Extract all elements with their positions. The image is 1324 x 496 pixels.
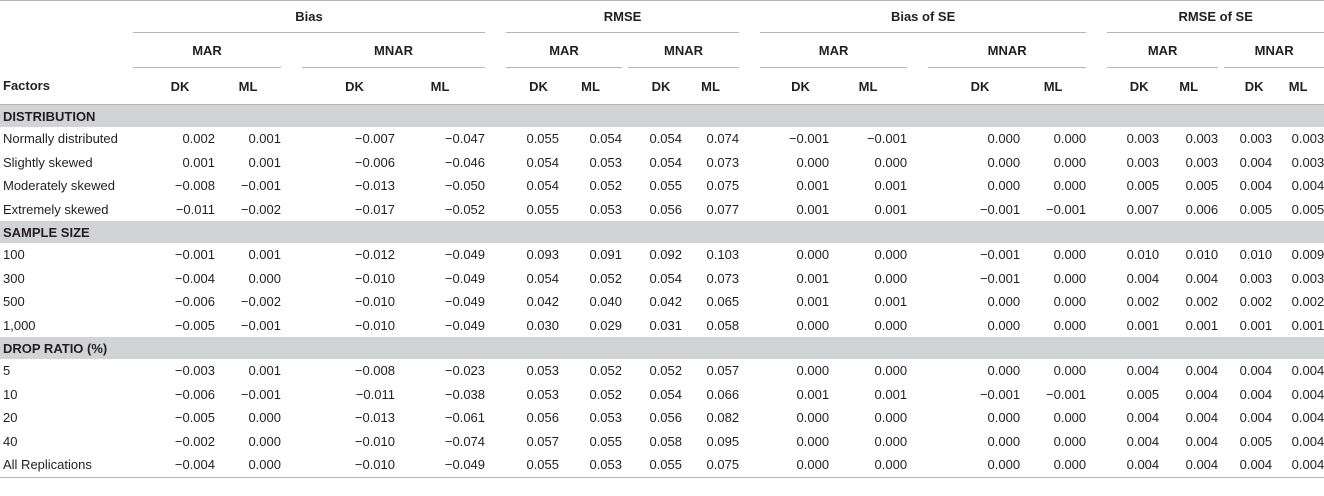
header-method-ml: ML xyxy=(701,78,720,94)
table-cell: 0.003 xyxy=(1291,154,1324,170)
table-cell: 0.001 xyxy=(248,131,281,147)
table-cell: 0.000 xyxy=(248,410,281,426)
table-cell: −0.010 xyxy=(354,317,395,333)
section-title: DISTRIBUTION xyxy=(0,105,1324,128)
table-cell: 0.065 xyxy=(706,294,740,310)
table-cell: 0.000 xyxy=(1053,178,1087,194)
table-cell: 0.053 xyxy=(589,410,623,426)
table-cell: 0.004 xyxy=(1239,386,1273,402)
header-group-rmse-of-se: RMSE of SE xyxy=(1107,1,1324,33)
section-title: DROP RATIO (%) xyxy=(0,337,1324,359)
table-cell: 0.010 xyxy=(1185,247,1219,263)
table-cell: 0.000 xyxy=(1053,154,1087,170)
table-cell: 0.004 xyxy=(1291,178,1324,194)
row-label: Slightly skewed xyxy=(3,154,93,170)
table-cell: 0.001 xyxy=(1126,317,1160,333)
table-cell: −0.006 xyxy=(174,386,215,402)
header-row-subgroups xyxy=(0,33,1324,68)
row-label: 5 xyxy=(3,363,11,379)
header-subgroup-mar: MAR xyxy=(1107,33,1218,68)
table-cell: 0.000 xyxy=(874,363,908,379)
table-cell: −0.001 xyxy=(979,270,1021,286)
header-method-dk: DK xyxy=(1129,78,1149,94)
table-cell: 0.000 xyxy=(874,410,908,426)
table-cell: 0.000 xyxy=(987,154,1021,170)
table-cell: 0.000 xyxy=(874,247,908,263)
row-label: 1,000 xyxy=(3,317,36,333)
table-cell: 0.000 xyxy=(874,433,908,449)
header-method-ml: ML xyxy=(1288,78,1308,94)
table-cell: −0.007 xyxy=(354,131,395,147)
table-cell: 0.058 xyxy=(706,317,740,333)
row-label: 300 xyxy=(3,270,25,286)
header-group-bias: Bias xyxy=(133,1,485,33)
table-cell: 0.005 xyxy=(1126,178,1160,194)
table-cell: 0.056 xyxy=(649,410,683,426)
table-cell: 0.001 xyxy=(796,270,830,286)
table-cell: 0.001 xyxy=(1239,317,1273,333)
table-cell: 0.003 xyxy=(1185,154,1219,170)
table-cell: 0.001 xyxy=(182,154,215,170)
table-cell: 0.003 xyxy=(1185,131,1219,147)
table-cell: 0.001 xyxy=(1291,317,1324,333)
table-cell: 0.000 xyxy=(1053,294,1087,310)
table-cell: 0.004 xyxy=(1126,270,1160,286)
table-cell: 0.004 xyxy=(1126,410,1160,426)
table-cell: −0.013 xyxy=(354,410,395,426)
table-cell: 0.003 xyxy=(1291,131,1324,147)
header-method-ml: ML xyxy=(430,78,450,94)
table-cell: −0.001 xyxy=(240,178,281,194)
table-cell: 0.052 xyxy=(589,178,623,194)
table-cell: 0.055 xyxy=(518,453,559,477)
table-cell: 0.091 xyxy=(589,247,623,263)
header-factors: Factors xyxy=(3,78,50,94)
table-cell: 0.000 xyxy=(987,294,1021,310)
row-label: Extremely skewed xyxy=(3,201,109,217)
table-cell: −0.013 xyxy=(354,178,395,194)
table-cell: 0.004 xyxy=(1126,433,1160,449)
table-cell: 0.054 xyxy=(649,154,683,170)
table-cell: 0.000 xyxy=(987,317,1021,333)
table-cell: −0.001 xyxy=(1046,201,1087,217)
table-cell: 0.052 xyxy=(589,363,623,379)
header-subgroup-mnar: MNAR xyxy=(302,33,485,68)
table-cell: 0.053 xyxy=(589,154,623,170)
table-cell: −0.023 xyxy=(444,363,486,379)
table-cell: 0.004 xyxy=(1239,410,1273,426)
table-cell: 0.073 xyxy=(706,270,740,286)
table-cell: 0.010 xyxy=(1239,247,1273,263)
row-label: 100 xyxy=(3,247,25,263)
table-cell: 0.029 xyxy=(589,317,623,333)
row-label: 40 xyxy=(3,433,18,449)
header-row-methods xyxy=(0,68,1324,105)
section-header xyxy=(0,105,1324,128)
table-row xyxy=(0,406,1324,430)
header-subgroup-mar: MAR xyxy=(506,33,622,68)
table-cell: −0.005 xyxy=(174,410,215,426)
table-cell: 0.000 xyxy=(829,453,907,477)
table-cell: 0.002 xyxy=(1185,294,1219,310)
table-cell: 0.000 xyxy=(987,363,1021,379)
table-row xyxy=(0,430,1324,454)
table-cell: 0.007 xyxy=(1126,201,1160,217)
table-cell: 0.000 xyxy=(215,453,281,477)
section-header xyxy=(0,337,1324,359)
table-cell: −0.017 xyxy=(354,201,395,217)
table-cell: 0.004 xyxy=(1236,453,1272,477)
table-cell: 0.006 xyxy=(1185,201,1219,217)
header-method-ml: ML xyxy=(1043,78,1063,94)
table-cell: 0.002 xyxy=(1291,294,1324,310)
table-cell: 0.004 xyxy=(1291,433,1324,449)
table-cell: 0.004 xyxy=(1239,178,1273,194)
table-cell: −0.006 xyxy=(354,154,395,170)
table-cell: 0.031 xyxy=(649,317,683,333)
table-cell: −0.008 xyxy=(174,178,215,194)
table-cell: 0.077 xyxy=(706,201,740,217)
table-cell: 0.000 xyxy=(1020,453,1086,477)
table-cell: 0.053 xyxy=(526,363,560,379)
table-cell: −0.046 xyxy=(444,154,486,170)
section-header xyxy=(0,221,1324,243)
table-cell: 0.001 xyxy=(248,363,281,379)
table-cell: −0.001 xyxy=(979,247,1021,263)
table-cell: −0.004 xyxy=(174,270,215,286)
table-cell: 0.004 xyxy=(1291,363,1324,379)
table-cell: −0.049 xyxy=(444,270,486,286)
table-cell: 0.053 xyxy=(589,201,623,217)
table-row xyxy=(0,151,1324,175)
table-cell: −0.074 xyxy=(444,433,486,449)
table-cell: 0.004 xyxy=(1126,363,1160,379)
table-cell: −0.061 xyxy=(444,410,486,426)
table-cell: −0.001 xyxy=(979,201,1021,217)
table-cell: 0.000 xyxy=(796,154,830,170)
table-cell: −0.001 xyxy=(174,247,215,263)
header-subgroup-mnar: MNAR xyxy=(928,33,1086,68)
table-cell: 0.001 xyxy=(796,201,830,217)
table-cell: 0.073 xyxy=(706,154,740,170)
table-cell: 0.001 xyxy=(874,201,908,217)
table-cell: 0.001 xyxy=(1185,317,1219,333)
header-subgroup-mar: MAR xyxy=(133,33,281,68)
table-cell: −0.001 xyxy=(866,131,908,147)
table-cell: −0.047 xyxy=(444,131,486,147)
table-cell: 0.000 xyxy=(874,270,908,286)
table-cell: 0.002 xyxy=(1239,294,1273,310)
table-cell: 0.000 xyxy=(874,154,908,170)
table-cell: 0.000 xyxy=(1053,270,1087,286)
table-cell: 0.004 xyxy=(1185,386,1219,402)
table-cell: 0.004 xyxy=(1119,453,1159,477)
table-cell: 0.092 xyxy=(649,247,683,263)
table-cell: −0.001 xyxy=(788,131,830,147)
header-subgroup-mnar: MNAR xyxy=(628,33,739,68)
header-method-ml: ML xyxy=(1179,78,1199,94)
header-method-dk: DK xyxy=(529,78,548,94)
header-method-dk: DK xyxy=(970,78,990,94)
table-cell: 0.054 xyxy=(589,131,623,147)
table-cell: 0.000 xyxy=(248,270,281,286)
table-row xyxy=(0,198,1324,222)
table-cell: −0.002 xyxy=(240,294,281,310)
header-method-dk: DK xyxy=(791,78,810,94)
table-cell: 0.000 xyxy=(1053,410,1087,426)
header-method-ml: ML xyxy=(858,78,878,94)
table-cell: 0.004 xyxy=(1272,453,1324,477)
table-cell: 0.005 xyxy=(1239,433,1273,449)
table-cell: −0.001 xyxy=(979,386,1021,402)
table-cell: 0.004 xyxy=(1291,410,1324,426)
header-group-bias-of-se: Bias of SE xyxy=(760,1,1086,33)
table-cell: 0.005 xyxy=(1239,201,1273,217)
table-cell: 0.000 xyxy=(987,410,1021,426)
table-cell: 0.002 xyxy=(1126,294,1160,310)
table-cell: 0.009 xyxy=(1291,247,1324,263)
section-title: SAMPLE SIZE xyxy=(0,221,1324,243)
row-label: 500 xyxy=(3,294,25,310)
table-cell: 0.000 xyxy=(1053,317,1087,333)
table-cell: −0.001 xyxy=(240,317,281,333)
table-cell: 0.003 xyxy=(1239,131,1273,147)
table-cell: 0.005 xyxy=(1291,201,1324,217)
table-cell: 0.004 xyxy=(1185,433,1219,449)
table-cell: −0.001 xyxy=(240,386,281,402)
table-cell: 0.000 xyxy=(796,410,830,426)
table-cell: 0.001 xyxy=(874,386,908,402)
table-cell: −0.002 xyxy=(240,201,281,217)
table-row xyxy=(0,290,1324,314)
table-cell: 0.000 xyxy=(1053,131,1087,147)
table-cell: 0.053 xyxy=(559,453,622,477)
table-cell: −0.038 xyxy=(444,386,486,402)
table-cell: 0.000 xyxy=(796,433,830,449)
table-body xyxy=(0,105,1324,478)
table-cell: −0.012 xyxy=(354,247,395,263)
table-cell: 0.082 xyxy=(706,410,740,426)
row-label: Normally distributed xyxy=(3,131,118,147)
table-cell: 0.000 xyxy=(1053,363,1087,379)
table-row xyxy=(0,267,1324,291)
table-cell: 0.004 xyxy=(1291,386,1324,402)
table-cell: 0.000 xyxy=(940,453,1020,477)
table-cell: −0.049 xyxy=(444,294,486,310)
table-cell: 0.054 xyxy=(649,270,683,286)
table-cell: 0.003 xyxy=(1126,131,1160,147)
table-cell: −0.010 xyxy=(354,294,395,310)
table-cell: 0.058 xyxy=(649,433,683,449)
table-cell: 0.000 xyxy=(796,317,830,333)
table-cell: 0.003 xyxy=(1291,270,1324,286)
table-cell: 0.000 xyxy=(987,433,1021,449)
table-cell: 0.001 xyxy=(796,386,830,402)
table-cell: 0.004 xyxy=(1185,270,1219,286)
table-cell: 0.053 xyxy=(526,386,560,402)
table-row xyxy=(0,174,1324,198)
table-row xyxy=(0,314,1324,338)
table-cell: 0.001 xyxy=(874,294,908,310)
table-cell: 0.055 xyxy=(589,433,623,449)
table-cell: −0.008 xyxy=(354,363,395,379)
table-cell: 0.103 xyxy=(706,247,740,263)
table-cell: 0.004 xyxy=(1239,363,1273,379)
table-cell: 0.056 xyxy=(526,410,560,426)
table-cell: 0.000 xyxy=(248,433,281,449)
table-cell: 0.057 xyxy=(526,433,560,449)
table-cell: 0.001 xyxy=(796,294,830,310)
table-cell: 0.054 xyxy=(649,386,683,402)
table-cell: 0.055 xyxy=(526,201,560,217)
table-cell: −0.049 xyxy=(444,317,486,333)
table-cell: 0.054 xyxy=(526,178,560,194)
table-cell: 0.074 xyxy=(706,131,740,147)
table-cell: −0.052 xyxy=(444,201,486,217)
table-row xyxy=(0,453,1324,477)
table-cell: −0.003 xyxy=(174,363,215,379)
header-method-ml: ML xyxy=(581,78,600,94)
table-cell: 0.030 xyxy=(526,317,560,333)
table-cell: 0.055 xyxy=(649,178,683,194)
table-cell: 0.042 xyxy=(526,294,560,310)
table-row xyxy=(0,359,1324,383)
table-cell: 0.054 xyxy=(649,131,683,147)
table-cell: −0.001 xyxy=(1046,386,1087,402)
table-cell: 0.004 xyxy=(1159,453,1218,477)
table-cell: 0.001 xyxy=(796,178,830,194)
table-row xyxy=(0,383,1324,407)
table-cell: 0.054 xyxy=(526,154,560,170)
table-cell: 0.001 xyxy=(248,247,281,263)
table-cell: 0.042 xyxy=(649,294,683,310)
table-cell: 0.075 xyxy=(682,453,739,477)
table-cell: 0.004 xyxy=(1185,410,1219,426)
table-cell: 0.005 xyxy=(1126,386,1160,402)
table-row xyxy=(0,243,1324,267)
table-cell: 0.057 xyxy=(706,363,740,379)
table-cell: 0.040 xyxy=(589,294,623,310)
table-cell: 0.002 xyxy=(182,131,215,147)
table-cell: 0.052 xyxy=(589,386,623,402)
header-method-dk: DK xyxy=(651,78,671,94)
table-cell: −0.004 xyxy=(145,453,215,477)
header-group-rmse: RMSE xyxy=(506,1,739,33)
table-cell: 0.005 xyxy=(1185,178,1219,194)
table-cell: 0.054 xyxy=(526,270,560,286)
table-cell: 0.004 xyxy=(1185,363,1219,379)
row-label: 20 xyxy=(3,410,18,426)
table-cell: 0.000 xyxy=(987,178,1021,194)
table-cell: −0.006 xyxy=(174,294,215,310)
table-cell: 0.000 xyxy=(796,363,830,379)
table-cell: 0.003 xyxy=(1239,270,1273,286)
table-cell: 0.003 xyxy=(1126,154,1160,170)
table-cell: 0.010 xyxy=(1126,247,1160,263)
table-cell: −0.049 xyxy=(444,247,486,263)
row-label: 10 xyxy=(3,386,18,402)
table-row xyxy=(0,127,1324,151)
table-cell: 0.055 xyxy=(526,131,560,147)
header-method-dk: DK xyxy=(1244,78,1264,94)
table-cell: 0.056 xyxy=(649,201,683,217)
table-cell: 0.000 xyxy=(796,247,830,263)
table-cell: −0.010 xyxy=(314,453,395,477)
header-method-ml: ML xyxy=(238,78,258,94)
table-cell: −0.002 xyxy=(174,433,215,449)
table-cell: −0.010 xyxy=(354,433,395,449)
table-cell: 0.095 xyxy=(706,433,740,449)
header-row-groups xyxy=(0,1,1324,33)
table-cell: 0.000 xyxy=(1053,433,1087,449)
table-cell: 0.052 xyxy=(589,270,623,286)
table-cell: −0.050 xyxy=(444,178,486,194)
table-cell: 0.055 xyxy=(640,453,682,477)
table-cell: 0.001 xyxy=(248,154,281,170)
table-cell: −0.049 xyxy=(395,453,485,477)
table-cell: 0.000 xyxy=(987,131,1021,147)
header-method-dk: DK xyxy=(345,78,364,94)
table-cell: 0.000 xyxy=(874,317,908,333)
row-label: Moderately skewed xyxy=(3,178,115,194)
header-subgroup-mnar: MNAR xyxy=(1224,33,1324,68)
table-cell: 0.001 xyxy=(874,178,908,194)
table-cell: −0.005 xyxy=(174,317,215,333)
table-cell: 0.075 xyxy=(706,178,740,194)
header-subgroup-mar: MAR xyxy=(760,33,907,68)
table-cell: 0.000 xyxy=(1053,247,1087,263)
table-cell: 0.052 xyxy=(649,363,683,379)
table-cell: 0.000 xyxy=(772,453,829,477)
table-cell: 0.066 xyxy=(706,386,740,402)
row-label: All Replications xyxy=(0,453,133,477)
table-cell: −0.011 xyxy=(175,201,215,217)
table-cell: −0.010 xyxy=(354,270,395,286)
table-cell: 0.093 xyxy=(526,247,560,263)
table-cell: −0.011 xyxy=(355,386,395,402)
table-cell: 0.004 xyxy=(1239,154,1273,170)
header-method-dk: DK xyxy=(170,78,190,94)
